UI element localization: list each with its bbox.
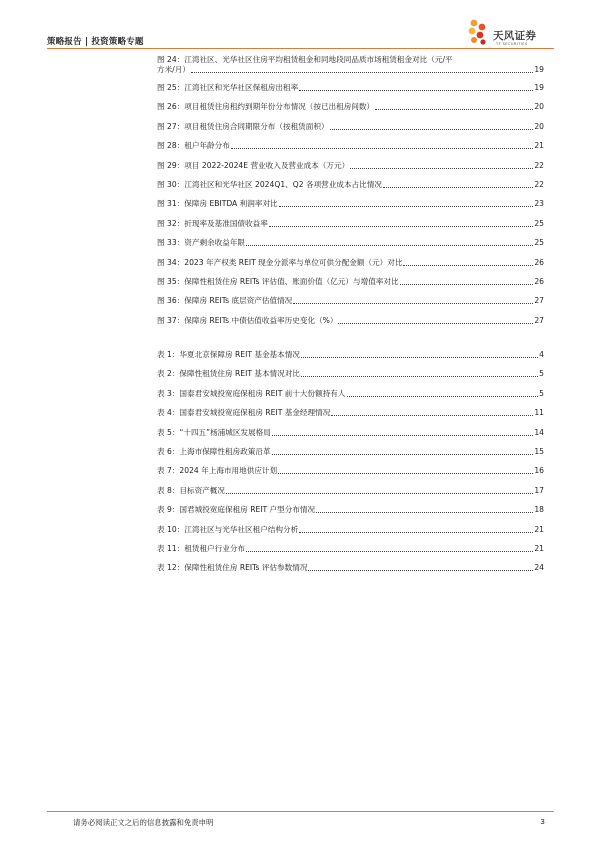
figure-entry[interactable] — [157, 137, 544, 156]
header-divider — [47, 48, 554, 49]
entry-page-number: 25 — [534, 218, 544, 228]
entry-title-line1: 图 24：江湾社区、光华社区住房平均租赁租金和同地段同品质市场租赁租金对比（元/平 — [157, 55, 453, 64]
table-entry[interactable] — [157, 521, 544, 540]
entry-title: 图 35：保障性租赁住房 REITs 评估值、账面价值（亿元）与增值率对比 — [157, 276, 399, 286]
entry-row — [157, 199, 544, 209]
dot-leader — [331, 415, 533, 416]
entry-row — [157, 316, 544, 326]
entry-row — [157, 369, 544, 379]
entry-title: 图 34：2023 年产权类 REIT 现金分派率与单位可供分配金额（元）对比 — [157, 257, 403, 267]
dot-leader — [246, 245, 533, 246]
entry-title: 图 30：江湾社区和光华社区 2024Q1、Q2 各项营业成本占比情况 — [157, 179, 382, 189]
dot-leader — [299, 90, 533, 91]
dot-leader — [246, 551, 533, 552]
entry-title: 表 5：“十四五”杨浦城区发展格局 — [157, 427, 271, 437]
dot-leader — [272, 454, 534, 455]
entry-row — [157, 447, 544, 457]
dot-leader — [293, 303, 533, 304]
entry-row — [157, 505, 544, 515]
page-number: 3 — [540, 817, 545, 826]
entry-row — [157, 141, 544, 151]
table-entry[interactable] — [157, 540, 544, 559]
entry-title: 表 7：2024 年上海市用地供应计划 — [157, 466, 278, 476]
entry-title: 图 37：保障房 REITs 中债估值收益率历史变化（%） — [157, 315, 338, 325]
table-list — [157, 346, 544, 579]
dot-leader — [308, 570, 533, 571]
figure-entry[interactable] — [157, 254, 544, 273]
entry-page-number: 17 — [534, 485, 544, 495]
table-entry[interactable] — [157, 443, 544, 462]
entry-title: 图 27：项目租赁住房合同期限分布（按租赁面积） — [157, 121, 329, 131]
entry-title: 图 36：保障房 REITs 底层资产估值情况 — [157, 296, 293, 306]
dot-leader — [279, 206, 534, 207]
entry-page-number: 15 — [534, 447, 544, 457]
entry-page-number: 5 — [539, 369, 544, 379]
entry-page-number: 27 — [534, 296, 544, 306]
table-entry[interactable] — [157, 482, 544, 501]
footer-divider — [47, 811, 554, 812]
entry-title: 表 2：保障性租赁住房 REIT 基本情况对比 — [157, 369, 300, 379]
tf-logo-icon — [466, 18, 492, 48]
entry-page-number: 21 — [534, 543, 544, 553]
entry-title: 图 29：项目 2022-2024E 营业收入及营业成本（万元） — [157, 160, 350, 170]
figure-entry[interactable] — [157, 195, 544, 214]
figure-entry[interactable] — [157, 273, 544, 292]
list-gap — [157, 331, 544, 346]
logo-text-cn: 天风证券 — [493, 30, 537, 42]
entry-title: 表 12：保障性租赁住房 REITs 评估参数情况 — [157, 563, 308, 573]
company-logo — [466, 18, 556, 52]
dot-leader — [278, 473, 533, 474]
dot-leader — [347, 396, 539, 397]
entry-row — [157, 161, 544, 171]
dot-leader — [301, 376, 538, 377]
entry-title: 表 10：江湾社区与光华社区租户结构分析 — [157, 524, 299, 534]
entry-row — [157, 466, 544, 476]
entry-title: 表 11：租赁租户行业分布 — [157, 543, 246, 553]
entry-page-number: 19 — [534, 83, 544, 92]
entry-page-number: 19 — [534, 65, 544, 74]
figure-entry[interactable] — [157, 118, 544, 137]
entry-row — [157, 350, 544, 360]
entry-title: 图 28：租户年龄分布 — [157, 141, 230, 151]
dot-leader — [299, 532, 533, 533]
entry-row — [157, 544, 544, 554]
entry-page-number: 18 — [534, 505, 544, 515]
figure-entry[interactable] — [157, 52, 544, 79]
entry-title: 表 9：国君城投宽庭保租房 REIT 户型分布情况 — [157, 505, 316, 515]
entry-row — [157, 486, 544, 496]
dot-leader — [191, 72, 533, 73]
entry-page-number: 26 — [534, 276, 544, 286]
entry-row — [157, 83, 544, 93]
figure-entry[interactable] — [157, 234, 544, 253]
entry-row — [157, 525, 544, 535]
dot-leader — [272, 435, 533, 436]
table-entry[interactable] — [157, 365, 544, 384]
table-entry[interactable] — [157, 424, 544, 443]
entry-row — [157, 219, 544, 229]
dot-leader — [231, 148, 534, 149]
entry-title: 图 25：江湾社区和光华社区保租房出租率 — [157, 83, 299, 92]
table-of-contents — [157, 52, 544, 579]
entry-title: 表 4：国泰君安城投宽庭保租房 REIT 基金经理情况 — [157, 408, 331, 418]
entry-page-number: 5 — [539, 388, 544, 398]
entry-title: 表 1：华夏北京保障房 REIT 基金基本情况 — [157, 350, 300, 360]
entry-page-number: 14 — [534, 427, 544, 437]
dot-leader — [301, 357, 538, 358]
entry-page-number: 25 — [534, 238, 544, 248]
entry-row — [157, 65, 544, 75]
entry-row — [157, 563, 544, 573]
dot-leader — [338, 323, 533, 324]
entry-page-number: 16 — [534, 466, 544, 476]
header-title: 策略报告 | 投资策略专题 — [47, 37, 144, 47]
entry-title: 图 26：项目租赁住房租约到期年份分布情况（按已出租房间数） — [157, 102, 375, 112]
entry-row — [157, 238, 544, 248]
entry-title: 表 3：国泰君安城投宽庭保租房 REIT 前十大份额持有人 — [157, 388, 346, 398]
dot-leader — [375, 109, 533, 110]
entry-row — [157, 258, 544, 268]
entry-row — [157, 102, 544, 112]
entry-row — [157, 277, 544, 287]
entry-page-number: 11 — [534, 408, 544, 418]
figure-entry[interactable] — [157, 215, 544, 234]
dot-leader — [226, 493, 533, 494]
entry-row — [157, 408, 544, 418]
dot-leader — [316, 512, 533, 513]
figure-entry[interactable] — [157, 312, 544, 331]
entry-row — [157, 389, 544, 399]
entry-title: 图 32：折现率及基准国债收益率 — [157, 218, 268, 228]
entry-page-number: 21 — [534, 141, 544, 151]
dot-leader — [400, 284, 534, 285]
entry-page-number: 22 — [534, 179, 544, 189]
entry-page-number: 22 — [534, 160, 544, 170]
logo-text-en: TF SECURITIES — [496, 42, 528, 46]
table-entry[interactable] — [157, 559, 544, 578]
dot-leader — [403, 265, 533, 266]
entry-title: 图 33：资产剩余收益年限 — [157, 238, 246, 248]
entry-page-number: 20 — [534, 121, 544, 131]
figure-entry[interactable] — [157, 292, 544, 311]
figure-list — [157, 52, 544, 331]
dot-leader — [269, 226, 534, 227]
dot-leader — [330, 129, 534, 130]
entry-page-number: 24 — [534, 563, 544, 573]
dot-leader — [383, 187, 533, 188]
entry-title: 图 31：保障房 EBITDA 利润率对比 — [157, 199, 278, 209]
entry-row — [157, 180, 544, 190]
entry-row — [157, 122, 544, 132]
table-entry[interactable] — [157, 404, 544, 423]
table-entry[interactable] — [157, 385, 544, 404]
table-entry[interactable] — [157, 462, 544, 481]
entry-row — [157, 428, 544, 438]
entry-title: 表 6：上海市保障性租房政策沿革 — [157, 447, 271, 457]
entry-page-number: 26 — [534, 257, 544, 267]
entry-page-number: 21 — [534, 524, 544, 534]
figure-entry[interactable] — [157, 157, 544, 176]
footer-disclaimer: 请务必阅读正文之后的信息披露和免责申明 — [73, 818, 214, 827]
table-entry[interactable] — [157, 501, 544, 520]
entry-page-number: 4 — [539, 350, 544, 360]
entry-title: 表 8：目标资产概况 — [157, 485, 225, 495]
entry-page-number: 27 — [534, 315, 544, 325]
dot-leader — [350, 168, 533, 169]
figure-entry[interactable] — [157, 79, 544, 98]
table-entry[interactable] — [157, 346, 544, 365]
figure-entry[interactable] — [157, 176, 544, 195]
figure-entry[interactable] — [157, 98, 544, 117]
entry-title: 方米/月） — [157, 65, 190, 74]
entry-page-number: 23 — [534, 199, 544, 209]
entry-row — [157, 296, 544, 306]
entry-page-number: 20 — [534, 102, 544, 112]
